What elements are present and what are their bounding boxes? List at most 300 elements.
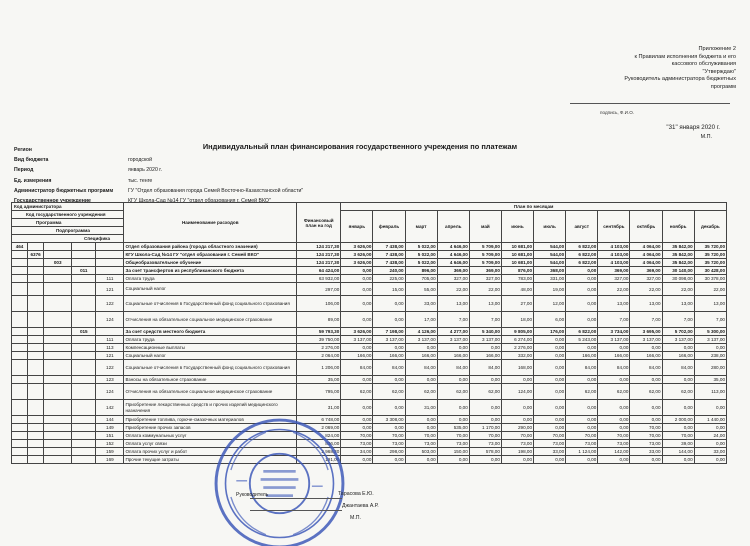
admin-code-cell (12, 259, 28, 267)
month-value-cell: 327,00 (437, 275, 469, 283)
specifics-cell: 121 (96, 283, 124, 296)
program-cell (44, 328, 72, 336)
program-cell (44, 275, 72, 283)
subprogram-cell (72, 352, 96, 360)
month-value-cell: 70,00 (469, 432, 501, 440)
gu-code-cell (28, 384, 44, 400)
month-value-cell: 4 103,00 (598, 251, 630, 259)
meta-value: КГУ Школа-Сад №14 ГУ "отдел образования г. Семей ВКО" (128, 197, 271, 204)
specifics-cell: 121 (96, 352, 124, 360)
month-value-cell: 166,00 (662, 352, 694, 360)
month-value-cell: 142,00 (598, 448, 630, 456)
month-value-cell: 4 064,00 (630, 243, 662, 251)
admin-code-cell (12, 384, 28, 400)
month-value-cell: 33,00 (534, 448, 566, 456)
specifics-cell: 122 (96, 296, 124, 312)
program-cell (44, 344, 72, 352)
header-month: ноябрь (662, 211, 694, 243)
month-value-cell: 0,00 (534, 360, 566, 376)
month-value-cell: 0,00 (341, 400, 373, 416)
month-value-cell: 12,00 (534, 296, 566, 312)
month-value-cell: 0,00 (437, 400, 469, 416)
month-value-cell: 0,00 (598, 400, 630, 416)
admin-code-cell (12, 344, 28, 352)
gu-code-cell (28, 424, 44, 432)
gu-code-cell (28, 283, 44, 296)
header-expense-name: Наименование расходов (124, 203, 297, 243)
month-value-cell: 0,00 (405, 424, 437, 432)
month-value-cell: 30 098,00 (662, 275, 694, 283)
month-value-cell: 30 378,00 (694, 275, 726, 283)
gu-code-cell (28, 456, 44, 464)
specifics-cell: 169 (96, 456, 124, 464)
signatory-name: Тарасова Е.Ю. (338, 491, 374, 497)
month-value-cell: 369,00 (469, 267, 501, 275)
subprogram-cell (72, 344, 96, 352)
month-value-cell: 2 276,00 (501, 344, 533, 352)
specifics-cell: 149 (96, 424, 124, 432)
month-value-cell: 19,00 (534, 283, 566, 296)
specifics-cell (96, 243, 124, 251)
month-value-cell: 0,00 (566, 296, 598, 312)
month-value-cell: 535,00 (437, 424, 469, 432)
month-value-cell: 48,00 (501, 283, 533, 296)
specifics-cell (96, 259, 124, 267)
header-month: май (469, 211, 501, 243)
month-value-cell: 166,00 (405, 352, 437, 360)
month-value-cell: 0,00 (469, 416, 501, 424)
expense-name-cell: КГУ Школа-Сад №14 ГУ "отдел образования г. Семей ВКО" (124, 251, 297, 259)
month-value-cell: 0,00 (694, 424, 726, 432)
table-row (12, 259, 727, 267)
month-value-cell: 0,00 (598, 456, 630, 464)
month-value-cell: 35,00 (694, 376, 726, 384)
month-value-cell: 876,00 (501, 267, 533, 275)
month-value-cell: 70,00 (630, 424, 662, 432)
expense-name-cell: Отчисления на обязательное социальное медицинское страхование (124, 384, 297, 400)
month-value-cell: 35 842,00 (662, 259, 694, 267)
program-cell (44, 440, 72, 448)
month-value-cell: 0,00 (373, 296, 405, 312)
month-value-cell: 5 709,00 (469, 251, 501, 259)
meta-value: ГУ "Отдел образования города Семей Восточно-Казахстанской области" (128, 187, 304, 194)
expense-name-cell: Социальные отчисления в Государственный фонд социального страхования (124, 296, 297, 312)
table-row (12, 424, 727, 432)
subprogram-cell (72, 283, 96, 296)
month-value-cell: 166,00 (373, 352, 405, 360)
month-value-cell: 9 805,00 (501, 328, 533, 336)
month-value-cell: 5 243,00 (566, 336, 598, 344)
annual-plan-cell: 795,00 (297, 384, 341, 400)
month-value-cell: 0,00 (662, 344, 694, 352)
month-value-cell: 0,00 (341, 424, 373, 432)
month-value-cell: 39,00 (662, 440, 694, 448)
month-value-cell: 6 822,00 (566, 251, 598, 259)
signature-line (250, 510, 342, 511)
gu-code-cell (28, 440, 44, 448)
month-value-cell: 62,00 (662, 384, 694, 400)
month-value-cell: 3 137,00 (437, 336, 469, 344)
subprogram-cell (72, 275, 96, 283)
seal-place-label: М.П. (350, 515, 361, 521)
month-value-cell: 0,00 (501, 456, 533, 464)
month-value-cell: 84,00 (630, 360, 662, 376)
meta-label: Ед. измерения (14, 177, 52, 184)
gu-code-cell (28, 400, 44, 416)
month-value-cell: 332,00 (501, 352, 533, 360)
appendix-line: к Правилам исполнения бюджета и его (634, 53, 736, 60)
table-row (12, 432, 727, 440)
subprogram-cell (72, 384, 96, 400)
month-value-cell: 70,00 (437, 432, 469, 440)
month-value-cell: 7,00 (694, 312, 726, 328)
month-value-cell: 198,00 (501, 448, 533, 456)
month-value-cell: 225,00 (373, 275, 405, 283)
month-value-cell: 240,00 (373, 267, 405, 275)
month-value-cell: 6 822,00 (566, 328, 598, 336)
month-value-cell: 3 137,00 (405, 336, 437, 344)
month-value-cell: 62,00 (566, 384, 598, 400)
specifics-cell: 151 (96, 432, 124, 440)
month-value-cell: 168,00 (501, 360, 533, 376)
month-value-cell: 70,00 (534, 432, 566, 440)
expense-name-cell: Общеобразовательное обучение (124, 259, 297, 267)
month-value-cell: 3 137,00 (469, 336, 501, 344)
gu-code-cell (28, 344, 44, 352)
month-value-cell: 1 124,00 (566, 448, 598, 456)
admin-code-cell: 464 (12, 243, 28, 251)
header-month: декабрь (694, 211, 726, 243)
month-value-cell: 33,00 (405, 296, 437, 312)
month-value-cell: 0,00 (662, 424, 694, 432)
month-value-cell: 0,00 (566, 312, 598, 328)
gu-code-cell (28, 376, 44, 384)
month-value-cell: 10 681,00 (501, 251, 533, 259)
month-value-cell: 0,00 (694, 400, 726, 416)
header-program: Программа (12, 219, 124, 227)
expense-name-cell: Приобретение лекарственных средств и прочих изделий медицинского назначения (124, 400, 297, 416)
month-value-cell: 0,00 (630, 376, 662, 384)
annual-plan-cell: 6 748,00 (297, 416, 341, 424)
month-value-cell: 0,00 (405, 456, 437, 464)
month-value-cell: 0,00 (437, 376, 469, 384)
table-body (12, 243, 727, 464)
subprogram-cell (72, 243, 96, 251)
annual-plan-cell: 1 206,00 (297, 360, 341, 376)
admin-code-cell (12, 416, 28, 424)
month-value-cell: 0,00 (630, 344, 662, 352)
month-value-cell: 544,00 (534, 259, 566, 267)
month-value-cell: 0,00 (469, 344, 501, 352)
specifics-cell: 152 (96, 440, 124, 448)
month-value-cell: 0,00 (534, 416, 566, 424)
month-value-cell: 3 626,00 (341, 251, 373, 259)
month-value-cell: 0,00 (566, 456, 598, 464)
month-value-cell: 70,00 (662, 432, 694, 440)
month-value-cell: 35 720,00 (694, 243, 726, 251)
month-value-cell: 27,00 (501, 296, 533, 312)
admin-code-cell (12, 296, 28, 312)
program-cell (44, 376, 72, 384)
month-value-cell: 0,00 (405, 344, 437, 352)
month-value-cell: 113,00 (694, 384, 726, 400)
annual-plan-cell: 124 217,30 (297, 251, 341, 259)
month-value-cell: 18,00 (501, 312, 533, 328)
subprogram-cell (72, 432, 96, 440)
month-value-cell: 0,00 (566, 275, 598, 283)
specifics-cell: 113 (96, 344, 124, 352)
annual-plan-cell: 31,00 (297, 400, 341, 416)
expense-name-cell: Отдел образования района (города областного значения) (124, 243, 297, 251)
month-value-cell: 7,00 (469, 312, 501, 328)
month-value-cell: 0,00 (501, 416, 533, 424)
month-value-cell: 368,00 (534, 267, 566, 275)
month-value-cell: 84,00 (437, 360, 469, 376)
month-value-cell: 5 022,00 (405, 259, 437, 267)
annual-plan-cell: 191,00 (297, 456, 341, 464)
month-value-cell: 34,00 (341, 448, 373, 456)
month-value-cell: 70,00 (566, 432, 598, 440)
month-value-cell: 0,00 (534, 456, 566, 464)
subprogram-cell (72, 251, 96, 259)
month-value-cell: 13,00 (694, 296, 726, 312)
month-value-cell: 10 681,00 (501, 243, 533, 251)
header-month: июль (534, 211, 566, 243)
appendix-line: Приложение 2 (698, 46, 736, 52)
program-cell (44, 424, 72, 432)
month-value-cell: 62,00 (341, 384, 373, 400)
expense-name-cell: Оплата услуг связи (124, 440, 297, 448)
month-value-cell: 144,00 (662, 448, 694, 456)
month-value-cell: 3 626,00 (341, 243, 373, 251)
month-value-cell: 7,00 (437, 312, 469, 328)
annual-plan-cell: 2 968,30 (297, 448, 341, 456)
month-value-cell: 62,00 (598, 384, 630, 400)
annual-plan-cell: 63 932,00 (297, 275, 341, 283)
expense-name-cell: Социальный налог (124, 283, 297, 296)
gu-code-cell (28, 336, 44, 344)
header-month: август (566, 211, 598, 243)
month-value-cell: 0,00 (341, 376, 373, 384)
month-value-cell: 62,00 (630, 384, 662, 400)
specifics-cell: 159 (96, 448, 124, 456)
month-value-cell: 0,00 (534, 424, 566, 432)
month-value-cell: 166,00 (437, 352, 469, 360)
annual-plan-cell: 124 217,30 (297, 259, 341, 267)
table-header-row (12, 211, 727, 219)
gu-code-cell (28, 352, 44, 360)
month-value-cell: 84,00 (598, 360, 630, 376)
month-value-cell: 3 137,00 (662, 336, 694, 344)
expense-name-cell: Оплата коммунальных услуг (124, 432, 297, 440)
month-value-cell: 3 308,00 (373, 416, 405, 424)
month-value-cell: 0,00 (694, 440, 726, 448)
month-value-cell: 5 022,00 (405, 251, 437, 259)
month-value-cell: 0,00 (341, 344, 373, 352)
specifics-cell: 123 (96, 376, 124, 384)
month-value-cell: 3 734,00 (598, 328, 630, 336)
month-value-cell: 30 428,00 (694, 267, 726, 275)
month-value-cell: 0,00 (534, 400, 566, 416)
program-cell (44, 267, 72, 275)
month-value-cell: 0,00 (341, 275, 373, 283)
month-value-cell: 3 137,00 (598, 336, 630, 344)
month-value-cell: 0,00 (469, 456, 501, 464)
month-value-cell: 4 064,00 (630, 251, 662, 259)
specifics-cell: 122 (96, 360, 124, 376)
month-value-cell: 70,00 (341, 432, 373, 440)
program-cell: 003 (44, 259, 72, 267)
month-value-cell: 3 626,00 (341, 328, 373, 336)
month-value-cell: 0,00 (566, 416, 598, 424)
program-cell (44, 416, 72, 424)
month-value-cell: 7,00 (630, 312, 662, 328)
table-row (12, 384, 727, 400)
month-value-cell: 0,00 (534, 344, 566, 352)
month-value-cell: 166,00 (598, 352, 630, 360)
month-value-cell: 3 626,00 (341, 259, 373, 267)
header-month: апрель (437, 211, 469, 243)
annual-plan-cell: 297,00 (297, 283, 341, 296)
header-month: март (405, 211, 437, 243)
subprogram-cell (72, 400, 96, 416)
month-value-cell: 73,00 (501, 440, 533, 448)
month-value-cell: 70,00 (501, 432, 533, 440)
meta-label: Период (14, 167, 34, 174)
month-value-cell: 369,00 (630, 267, 662, 275)
header-month: июнь (501, 211, 533, 243)
appendix-line: Руководитель администратора бюджетных (624, 76, 736, 83)
month-value-cell: 369,00 (437, 267, 469, 275)
month-value-cell: 544,00 (534, 243, 566, 251)
subprogram-cell (72, 376, 96, 384)
month-value-cell: 70,00 (373, 432, 405, 440)
month-value-cell: 6 274,00 (501, 336, 533, 344)
subprogram-cell: 011 (72, 267, 96, 275)
table-row (12, 283, 727, 296)
month-value-cell: 0,00 (373, 424, 405, 432)
month-value-cell: 4 646,00 (437, 251, 469, 259)
month-value-cell: 13,00 (630, 296, 662, 312)
month-value-cell: 7,00 (598, 312, 630, 328)
month-value-cell: 327,00 (598, 275, 630, 283)
month-value-cell: 166,00 (566, 352, 598, 360)
specifics-cell (96, 267, 124, 275)
month-value-cell: 0,00 (341, 312, 373, 328)
document-title: Индивидуальный план финансирования государственного учреждения по платежам (202, 142, 518, 151)
month-value-cell: 62,00 (373, 384, 405, 400)
admin-code-cell (12, 376, 28, 384)
month-value-cell: 0,00 (373, 344, 405, 352)
month-value-cell: 5 709,00 (469, 259, 501, 267)
month-value-cell: 0,00 (469, 376, 501, 384)
month-value-cell: 0,00 (373, 312, 405, 328)
seal-place-label: М.П. (700, 134, 712, 140)
month-value-cell: 0,00 (534, 384, 566, 400)
month-value-cell: 0,00 (566, 424, 598, 432)
specifics-cell: 124 (96, 384, 124, 400)
financing-plan-table (11, 202, 727, 464)
month-value-cell: 0,00 (437, 344, 469, 352)
subprogram-cell (72, 448, 96, 456)
admin-code-cell (12, 328, 28, 336)
month-value-cell: 6,00 (534, 312, 566, 328)
subprogram-cell (72, 336, 96, 344)
table-row (12, 416, 727, 424)
gu-code-cell (28, 243, 44, 251)
month-value-cell: 0,00 (598, 376, 630, 384)
appendix-line: кассового обслуживания (671, 61, 736, 68)
annual-plan-cell: 59 793,30 (297, 328, 341, 336)
subprogram-cell (72, 360, 96, 376)
appendix-line: программ (710, 83, 736, 90)
table-row (12, 251, 727, 259)
table-row (12, 296, 727, 312)
month-value-cell: 70,00 (630, 432, 662, 440)
table-row (12, 448, 727, 456)
month-value-cell: 70,00 (598, 432, 630, 440)
approval-block (536, 46, 736, 92)
specifics-cell: 142 (96, 400, 124, 416)
expense-name-cell: Социальные отчисления в Государственный фонд социального страхования (124, 360, 297, 376)
program-cell (44, 296, 72, 312)
expense-name-cell: Взносы на обязательное страхование (124, 376, 297, 384)
month-value-cell: 0,00 (341, 456, 373, 464)
table-header-row (12, 203, 727, 211)
annual-plan-cell: 2 064,00 (297, 352, 341, 360)
month-value-cell: 3 137,00 (373, 336, 405, 344)
month-value-cell: 3 137,00 (341, 336, 373, 344)
table-row (12, 376, 727, 384)
annual-plan-cell: 836,00 (297, 440, 341, 448)
annual-plan-cell: 824,00 (297, 432, 341, 440)
program-cell (44, 251, 72, 259)
month-value-cell: 166,00 (341, 352, 373, 360)
month-value-cell: 4 126,00 (405, 328, 437, 336)
meta-label: Администратор бюджетных программ (14, 187, 114, 194)
month-value-cell: 124,00 (501, 384, 533, 400)
round-seal-icon (212, 416, 347, 546)
month-value-cell: 35 720,00 (694, 259, 726, 267)
month-value-cell: 0,00 (566, 344, 598, 352)
month-value-cell: 298,00 (373, 448, 405, 456)
annual-plan-cell: 64 424,00 (297, 267, 341, 275)
month-value-cell: 84,00 (373, 360, 405, 376)
admin-code-cell (12, 275, 28, 283)
month-value-cell: 73,00 (534, 440, 566, 448)
subprogram-cell (72, 259, 96, 267)
month-value-cell: 0,00 (534, 336, 566, 344)
expense-name-cell: За счет трансфертов из республиканского бюджета (124, 267, 297, 275)
month-value-cell: 13,00 (437, 296, 469, 312)
month-value-cell: 0,00 (469, 400, 501, 416)
month-value-cell: 7 198,00 (373, 328, 405, 336)
admin-code-cell (12, 312, 28, 328)
subprogram-cell (72, 440, 96, 448)
header-month: январь (341, 211, 373, 243)
month-value-cell: 369,00 (598, 267, 630, 275)
month-value-cell: 5 300,00 (694, 328, 726, 336)
appendix-line: "Утверждаю" (702, 68, 736, 75)
month-value-cell: 0,00 (373, 376, 405, 384)
specifics-cell: 144 (96, 416, 124, 424)
expense-name-cell: Социальный налог (124, 352, 297, 360)
month-value-cell: 22,00 (694, 283, 726, 296)
table-row (12, 440, 727, 448)
signature-line (250, 498, 342, 499)
month-value-cell: 84,00 (341, 360, 373, 376)
signature-line (570, 103, 730, 104)
